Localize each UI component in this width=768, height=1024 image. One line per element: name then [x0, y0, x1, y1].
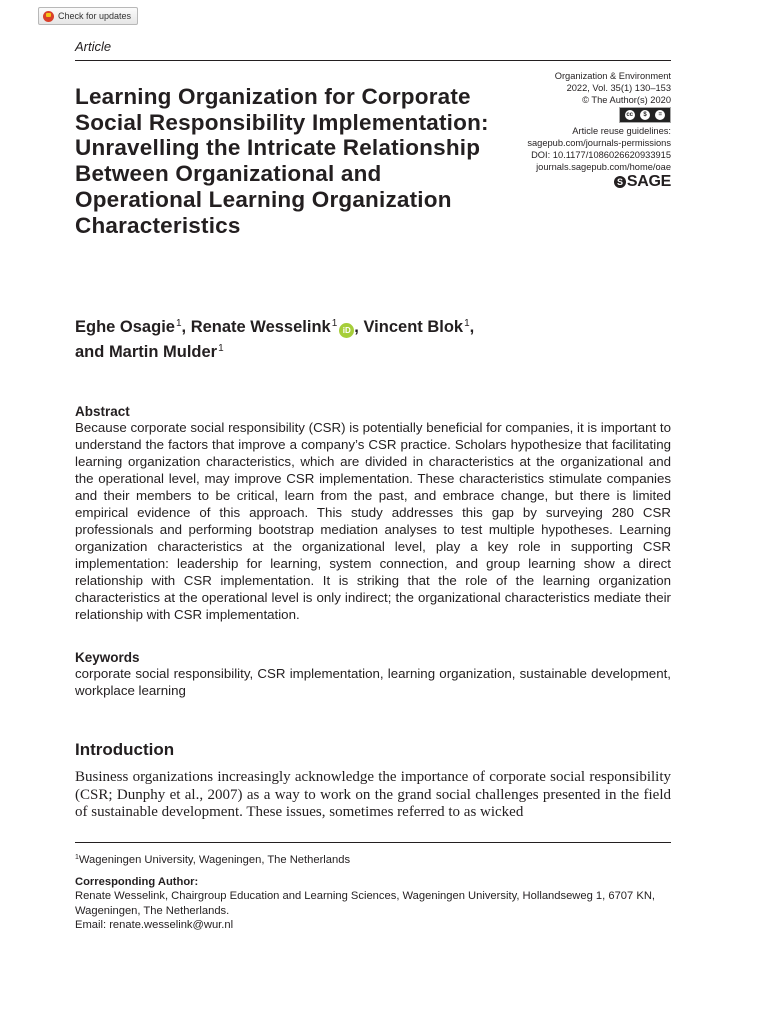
abstract-heading: Abstract: [75, 404, 130, 419]
footnote-rule: [75, 842, 671, 843]
footnotes: [75, 851, 675, 933]
creative-commons-badge-icon[interactable]: cc $ =: [619, 107, 671, 123]
journal-name: Organization & Environment: [554, 71, 671, 81]
introduction-text: Business organizations increasingly acknowledge the importance of corporate social responsibility (CSR; Dunphy et al., 2007) as a way to work on the grand social challenges presented in the field of sustainable development. These issues, sometimes referred to as wicked: [75, 769, 671, 821]
crossmark-icon: [43, 11, 54, 22]
journal-volume: 2022, Vol. 35(1) 130–153: [566, 83, 671, 93]
article-title: Learning Organization for Corporate Social Responsibility Implementation: Unravelling the Intricate Relationship Between Organizational and Operational Learning Organization Characteristics: [75, 84, 489, 238]
copyright-notice: © The Author(s) 2020: [582, 95, 671, 105]
abstract-text: Because corporate social responsibility (CSR) is potentially beneficial for companies, it is important to understand the factors that improve a company’s CSR practice. Scholars hypothesize that facilitating learning organization characteristics, which are divided in characteristics at the organizational and the operational level, may improve CSR implementation. These characteristics stimulate companies and their members to be critical, learn from the past, and embrace change, but there is limited empirical evidence of this approach. This study addresses this gap by surveying 280 CSR professionals and performing bootstrap mediation analyses to test multiple hypotheses. Learning organization characteristics at the organizational level, play a key role in supporting CSR implementation: leadership for learning, system connection, and group learning show a direct relationship with CSR implementation. It is striking that the role of the learning organization characteristics at the operational level is only indirect; the organizational characteristics mediate their relationship with CSR implementation.: [75, 420, 671, 622]
orcid-icon[interactable]: iD: [339, 323, 354, 338]
author-name[interactable]: Eghe Osagie: [75, 318, 175, 336]
header-rule: [75, 60, 671, 61]
abstract-section: [75, 404, 671, 623]
author-name[interactable]: Vincent Blok: [363, 318, 464, 336]
keywords-heading: Keywords: [75, 650, 140, 665]
affiliation-marker: 1: [218, 343, 224, 354]
check-for-updates-button[interactable]: [38, 7, 138, 25]
corresponding-author-address: Renate Wesselink, Chairgroup Education and Learning Sciences, Wageningen University, Hollandseweg 1, 6707 KN, Wageningen, The Netherlands.: [75, 890, 656, 917]
affiliation-marker: 1: [464, 318, 470, 329]
affiliation-marker: 1: [175, 318, 182, 329]
reuse-guidelines-link[interactable]: sagepub.com/journals-permissions: [527, 138, 671, 148]
author-list: Eghe Osagie$^1$, Renate Wesselink$^1$iD , Vincent Blok$^1$, and Martin Mulder$^1$: [75, 318, 475, 361]
affiliation-footnote: $^1$Wageningen University, Wageningen, The Netherlands: [75, 854, 351, 866]
introduction-heading: Introduction: [75, 740, 175, 759]
corresponding-author-email[interactable]: Email: renate.wesselink@wur.nl: [75, 919, 234, 931]
keywords-text: corporate social responsibility, CSR implementation, learning organization, sustainable development, workplace learning: [75, 666, 671, 698]
sage-logo: [614, 173, 671, 190]
reuse-guidelines-label: Article reuse guidelines:: [572, 126, 671, 136]
keywords-section: [75, 650, 671, 699]
affiliation-marker: 1: [331, 318, 338, 329]
publisher-name: SAGE: [626, 173, 671, 190]
author-conjunction: and: [75, 343, 105, 361]
corresponding-author-label: Corresponding Author:: [75, 875, 199, 888]
doi-link[interactable]: DOI: 10.1177/1086026620933915: [531, 150, 671, 160]
author-name[interactable]: Renate Wesselink: [190, 318, 331, 336]
check-for-updates-label: Check for updates: [58, 11, 132, 21]
article-type-label: Article: [75, 39, 112, 54]
journal-homepage-link[interactable]: journals.sagepub.com/home/oae: [536, 162, 671, 172]
author-name[interactable]: Martin Mulder: [108, 343, 218, 361]
sage-logo-icon: S: [614, 176, 626, 188]
